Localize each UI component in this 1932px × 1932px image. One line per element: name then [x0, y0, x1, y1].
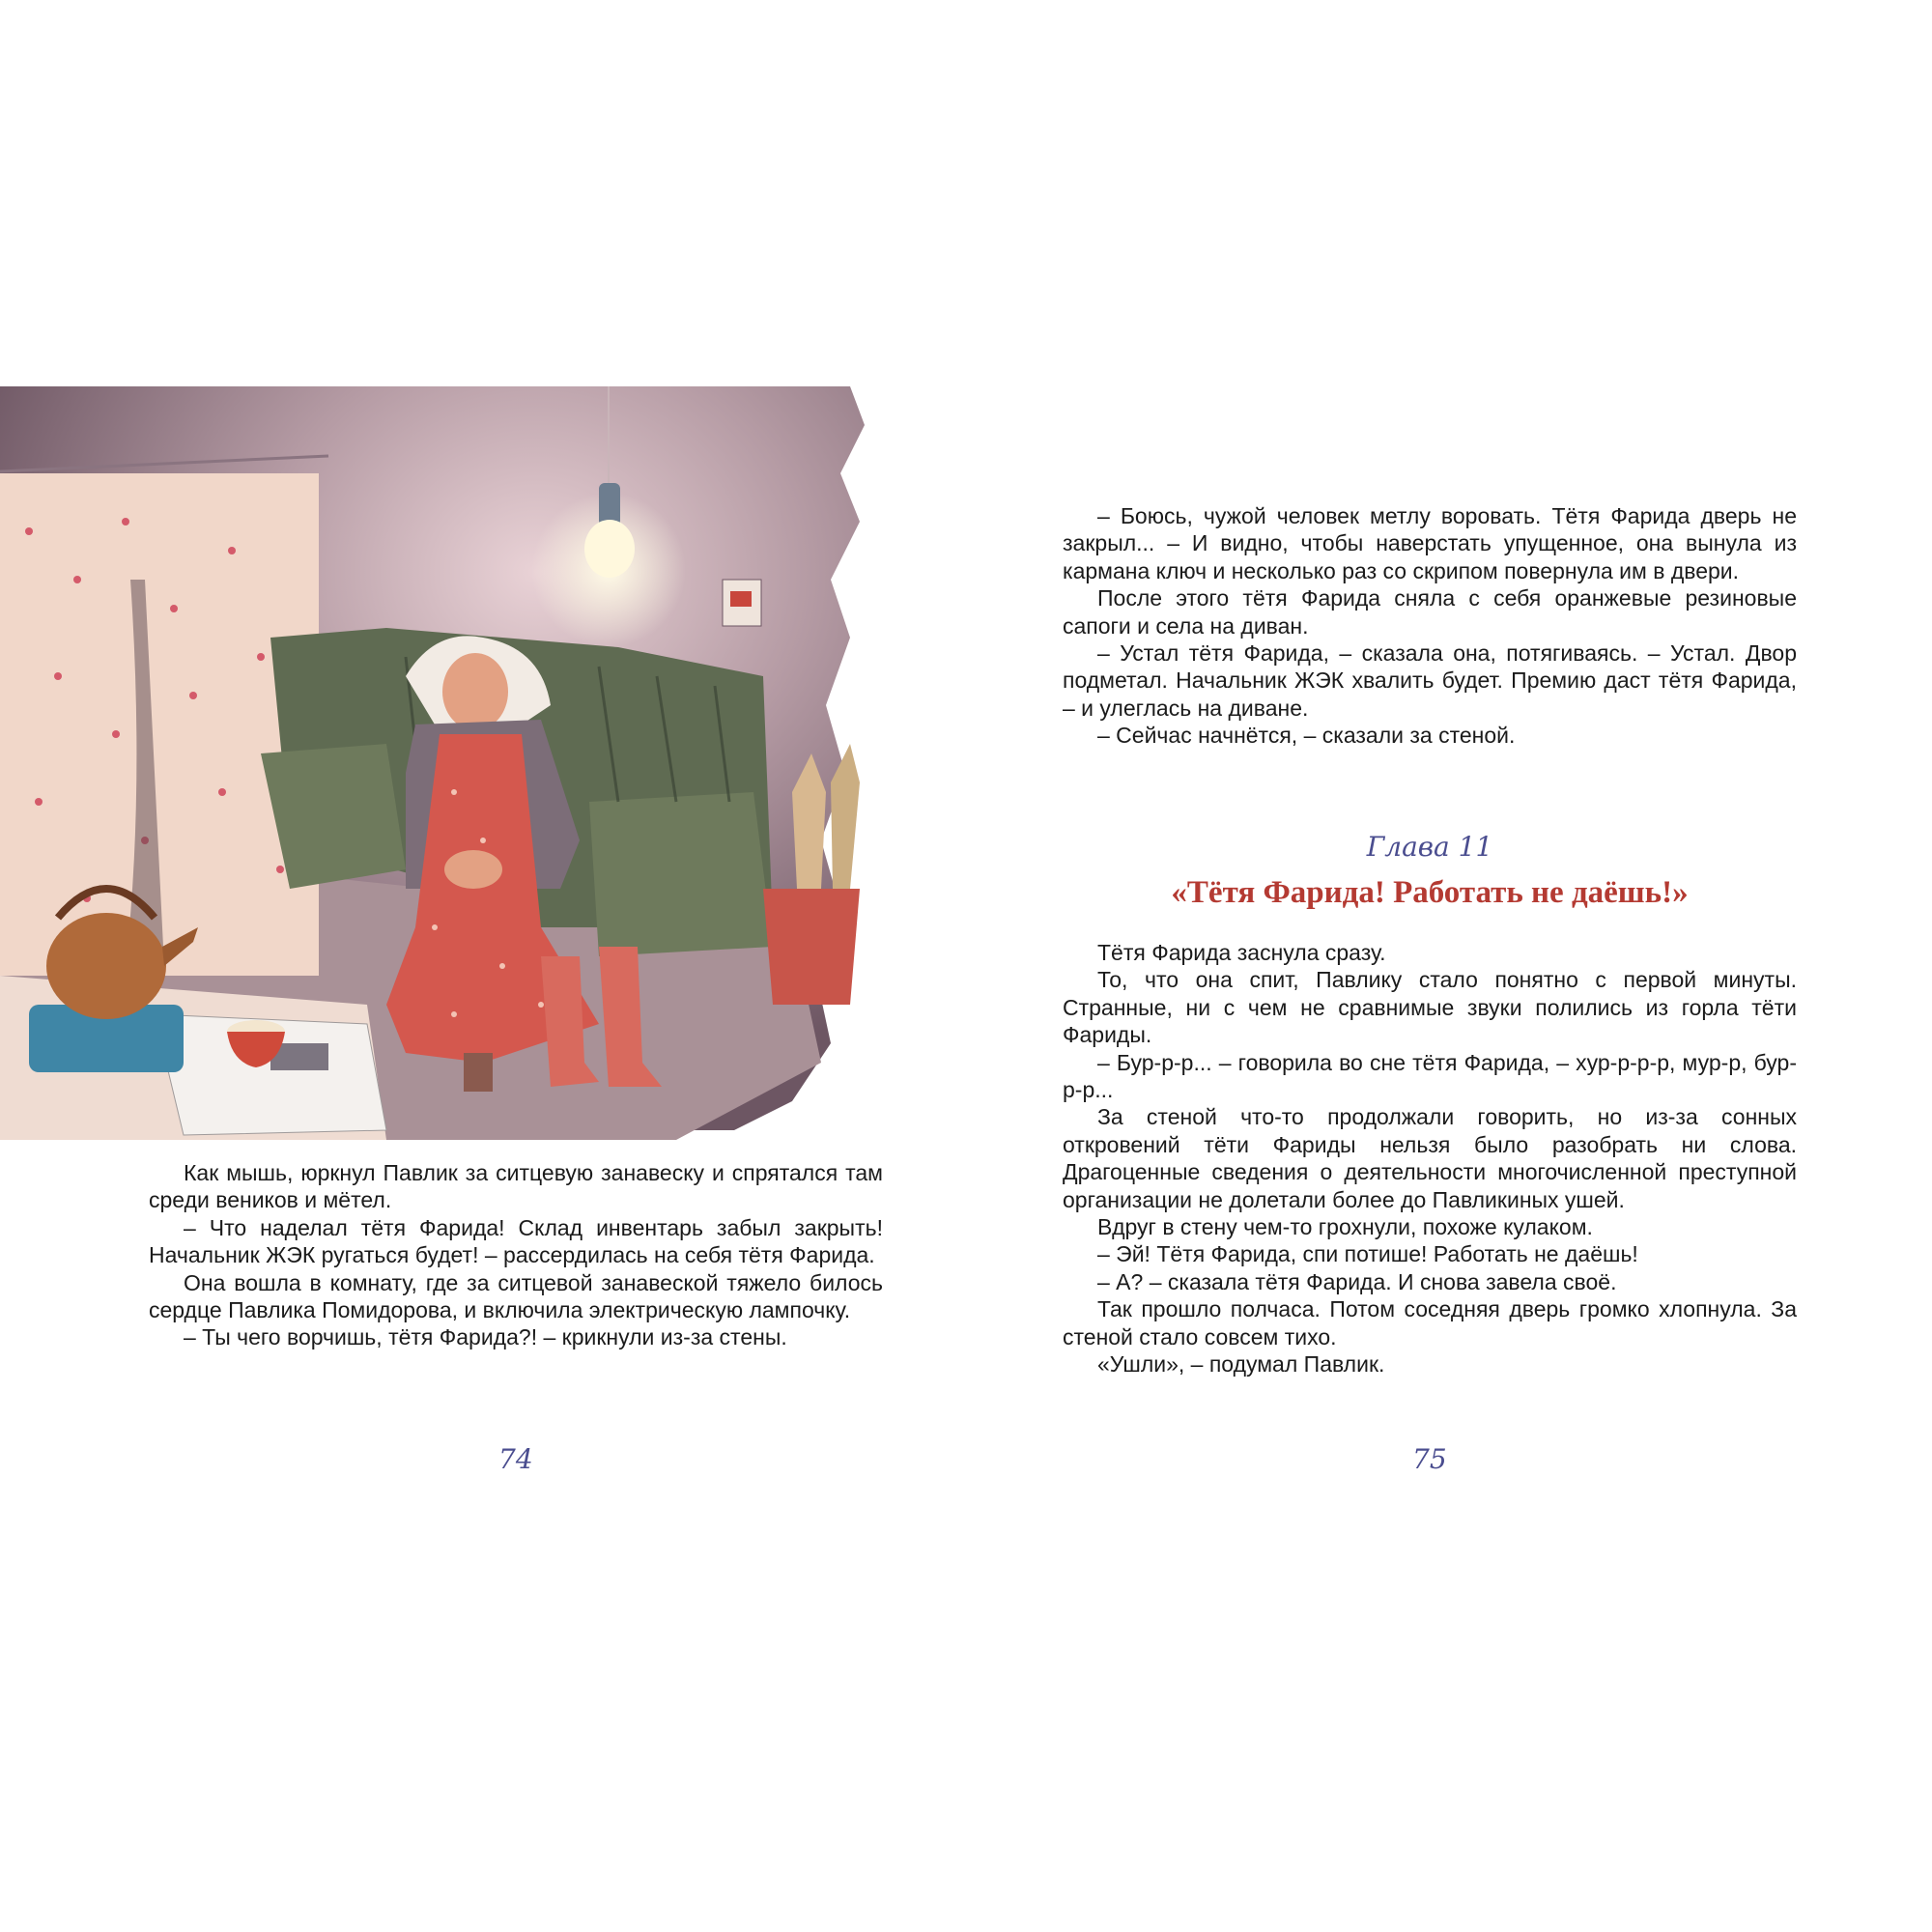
paragraph: – Сейчас начнётся, – сказали за стеной. — [1097, 723, 1516, 749]
chapter-label: Глава 11 — [1366, 831, 1493, 863]
paragraph: Тётя Фарида заснула сразу. — [1097, 940, 1386, 965]
page-number-left: 74 — [498, 1443, 533, 1475]
paragraph: – А? – сказала тётя Фарида. И снова завела своё. — [1097, 1268, 1617, 1294]
paragraph: – Эй! Тётя Фарида, спи потише! Работать не даёшь! — [1097, 1241, 1638, 1267]
paragraph: – Бур-р-р... – говорила во сне тётя Фарида, – хур-р-р-р, мур-р, бур-р-р... — [1063, 1049, 1797, 1103]
paragraph: Вдруг в стену чем-то грохнули, похоже кулаком. — [1097, 1214, 1593, 1240]
paragraph: «Ушли», – подумал Павлик. — [1097, 1351, 1385, 1378]
page-number-right: 75 — [1412, 1443, 1447, 1475]
paragraph: То, что она спит, Павлику стало понятно с первой минуты. Странные, ни с чем не сравнимые звуки полились из горла тёти Фариды. — [1063, 967, 1797, 1048]
illustration-image — [0, 386, 869, 1140]
left-page-body — [149, 1159, 883, 1351]
paragraph: За стеной что-то продолжали говорить, но из-за сонных откровений тёти Фариды нельзя было разобрать ни слова. Драгоценные сведения о деятельности многочисленной преступной организации не долетали более до Павликиных ушей. — [1063, 1104, 1797, 1212]
paragraph: После этого тётя Фарида сняла с себя оранжевые резиновые сапоги и села на диван. — [1063, 585, 1797, 639]
illustration-old-woman-on-sofa — [0, 386, 869, 1140]
paragraph: – Боюсь, чужой человек метлу воровать. Тётя Фарида дверь не закрыл... – И видно, чтобы наверстать упущенное, она вынула из кармана ключ и несколько раз со скрипом повернула им в двери. — [1063, 503, 1797, 583]
paragraph: – Что наделал тётя Фарида! Склад инвентарь забыл закрыть! Начальник ЖЭК ругаться будет! – рассердилась на себя тётя Фарида. — [149, 1214, 883, 1268]
right-page-chapter-body — [1063, 939, 1797, 1378]
paragraph: Она вошла в комнату, где за ситцевой занавеской тяжело билось сердце Павлика Помидорова, и включила электрическую лампочку. — [149, 1269, 883, 1323]
right-page-top-body — [1063, 502, 1797, 750]
paragraph: Как мышь, юркнул Павлик за ситцевую занавеску и спрятался там среди веников и мётел. — [149, 1160, 883, 1213]
paragraph: – Ты чего ворчишь, тётя Фарида?! – крикнули из-за стены. — [184, 1324, 787, 1350]
paragraph: – Устал тётя Фарида, – сказала она, потягиваясь. – Устал. Двор подметал. Начальник ЖЭК хвалить будет. Премию даст тётя Фарида, – и улеглась на диване. — [1063, 640, 1797, 721]
chapter-title: «Тётя Фарида! Работать не даёшь!» — [1171, 875, 1689, 910]
paragraph: Так прошло полчаса. Потом соседняя дверь громко хлопнула. За стеной стало совсем тихо. — [1063, 1296, 1797, 1350]
